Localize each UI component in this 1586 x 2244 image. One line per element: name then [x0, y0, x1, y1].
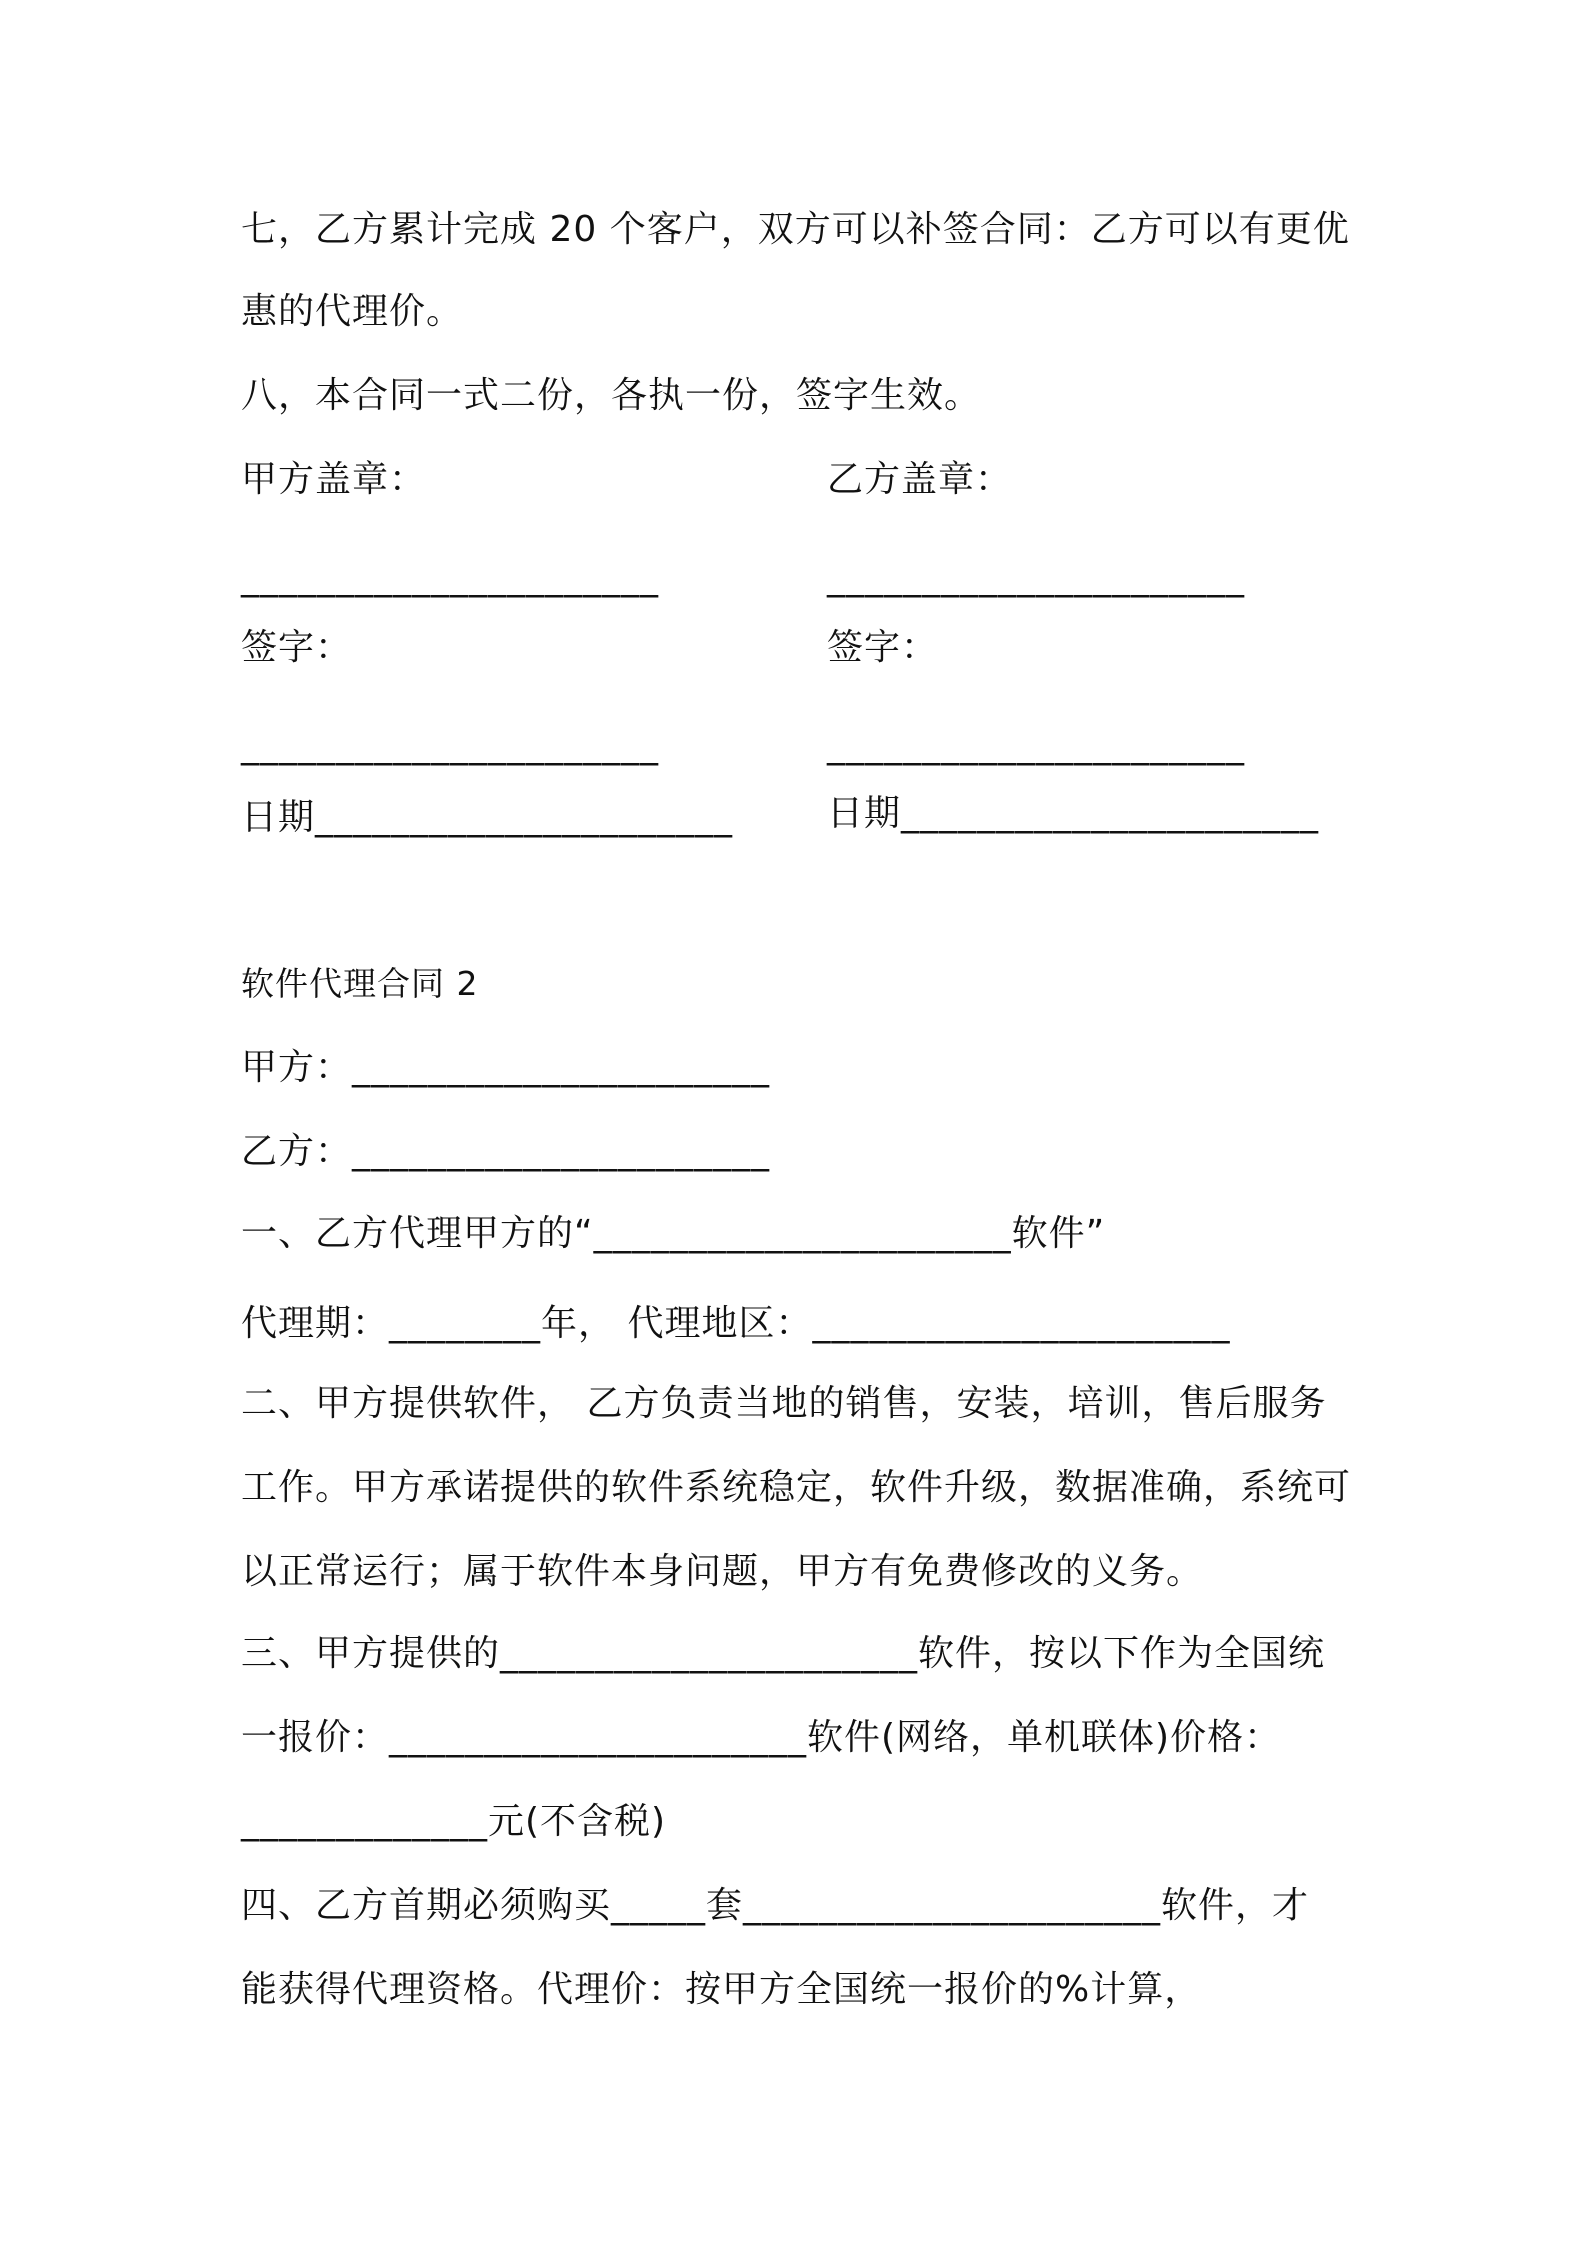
- party-a-sign-label: 签字：: [241, 627, 353, 668]
- clause-1-line-2: 代理期：________年， 代理地区：______________________: [241, 1303, 1231, 1344]
- clause-3-line-1: 三、甲方提供的______________________软件，按以下作为全国统: [241, 1633, 1326, 1674]
- clause-1-line-1: 一、乙方代理甲方的“______________________软件”: [241, 1213, 1106, 1254]
- party-a-seal-blank: ______________________: [241, 557, 659, 598]
- contract-2-title: 软件代理合同 2: [241, 964, 479, 1003]
- clause-3-line-3: _____________元(不含税): [241, 1801, 667, 1842]
- party-a-sign-blank: ______________________: [241, 725, 659, 766]
- party-b-seal-label: 乙方盖章：: [827, 459, 1013, 500]
- clause-3-line-2: 一报价：______________________软件(网络，单机联体)价格：: [241, 1717, 1282, 1758]
- clause-2-line-3: 以正常运行；属于软件本身问题，甲方有免费修改的义务。: [241, 1551, 1204, 1592]
- clause-8: 八，本合同一式二份，各执一份，签字生效。: [241, 375, 982, 416]
- contract-2-party-b: 乙方：______________________: [241, 1131, 771, 1172]
- clause-4-line-2: 能获得代理资格。代理价：按甲方全国统一报价的%计算，: [241, 1969, 1202, 2010]
- party-b-date: 日期______________________: [827, 793, 1320, 834]
- clause-7-line-2: 惠的代理价。: [241, 291, 464, 332]
- party-b-sign-blank: ______________________: [827, 725, 1245, 766]
- party-a-seal-label: 甲方盖章：: [241, 459, 427, 500]
- party-b-seal-blank: ______________________: [827, 557, 1245, 598]
- party-a-date: 日期______________________: [241, 797, 734, 838]
- clause-2-line-2: 工作。甲方承诺提供的软件系统稳定，软件升级，数据准确，系统可: [241, 1467, 1352, 1508]
- contract-2-party-a: 甲方：______________________: [241, 1047, 771, 1088]
- clause-7-line-1: 七，乙方累计完成 20 个客户，双方可以补签合同：乙方可以有更优: [241, 209, 1350, 250]
- party-b-sign-label: 签字：: [827, 627, 939, 668]
- clause-2-line-1: 二、甲方提供软件， 乙方负责当地的销售，安装，培训，售后服务: [241, 1383, 1327, 1424]
- clause-4-line-1: 四、乙方首期必须购买_____套______________________软件，才: [241, 1885, 1310, 1926]
